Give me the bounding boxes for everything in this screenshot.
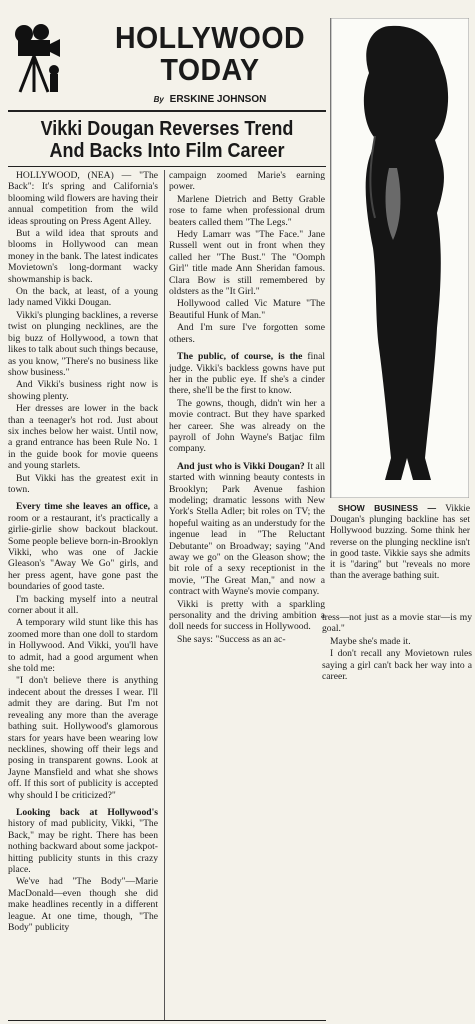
article-paragraph: Looking back at Hollywood's history of mad publicity, Vikki, "The Back," may be right. There has been nothing backward about some jackpot-hitting publicity stunts in this crazy place. xyxy=(8,806,158,875)
woman-in-backless-gown-photo xyxy=(331,18,469,498)
article-paragraph: But Vikki has the greatest exit in town. xyxy=(8,472,158,495)
article-paragraph: The gowns, though, didn't win her a movie contract. But they have sparked her career. She was already on the payroll of John Wayne's Batjac film company. xyxy=(169,397,325,455)
photo xyxy=(330,18,469,498)
article-paragraph: She says: "Success as an ac- xyxy=(177,633,286,645)
article-paragraph: And Vikki's business right now is showing plenty. xyxy=(8,379,158,402)
article-paragraph: "I don't believe there is anything indecent about the dresses I wear. I'll admit they are daring. But I'm not revealing any more than the average bathing suit. Hollywood's glamorous stars for years have been wearing low necklines, showing off their legs and posing in transparent gowns. Look at Jayne Mansfield and what she shows off. If this sort of publicity is accepted why should I be criticized?" xyxy=(8,675,158,801)
byline-by: By xyxy=(153,95,164,104)
bottom-rule xyxy=(8,1020,326,1021)
masthead-title-line2: TODAY xyxy=(160,52,260,87)
article-paragraph: We've had "The Body"—Marie MacDonald—even though she did make headlines recently in a different league. At one time, though, "The Body" publicity xyxy=(8,876,158,933)
article-paragraph: And I'm sure I've forgotten some others. xyxy=(169,322,325,345)
caption-text: Vikkie Dougan's plunging backline has set Hollywood buzzing. Some think her reverse on the plunging neckline isn't in good taste. Vikkie says she admits it is "daring" but "reveals no more than the average bathing suit. xyxy=(330,504,470,582)
caption-lead: SHOW BUSINESS — xyxy=(338,503,437,513)
photo-caption xyxy=(330,503,470,583)
byline xyxy=(100,94,320,105)
article-paragraph: Maybe she's made it. xyxy=(330,635,411,647)
article-paragraph: I don't recall any Movietown rules saying a girl can't back her way into a career. xyxy=(322,648,472,683)
article-paragraph: On the back, at least, of a young lady named Vikki Dougan. xyxy=(8,286,158,309)
article-paragraph: I'm backing myself into a neutral corner about it all. xyxy=(8,593,158,617)
article-paragraph: Hollywood called Vic Mature "The Beautiful Hunk of Man." xyxy=(169,298,325,321)
article-paragraph: HOLLYWOOD, (NEA) — "The Back": It's spring and California's blooming wild flowers are having their annual competition from the wild ideas sprouting on Press Agent Alley. xyxy=(8,170,158,227)
article-paragraph: Marlene Dietrich and Betty Grable rose to fame when professional drum beaters called them "The Legs." xyxy=(169,193,325,228)
article-paragraph: Vikki's plunging backlines, a reverse twist on plunging necklines, are the big buzz of Hollywood, a town that likes to talk about such things because, as you know, "There's no business like show business." xyxy=(8,309,158,378)
article-paragraph: Every time she leaves an office, a room or a restaurant, it's practically a girlie-girlie show backout blackout. Some people believe born-in-Brooklyn Vikki, who was one of Jackie Gleason's "Away We Go" girls, and her press agent, have gone past the boundaries of good taste. xyxy=(8,501,158,593)
article-paragraph: A temporary wild stunt like this has zoomed more than one doll to stardom in Hollywood. And Vikki, you'll have to admit, had a good argument when she told me: xyxy=(8,617,158,675)
article-column-1 xyxy=(8,170,158,1020)
article-paragraph: The public, of course, is the final judge. Vikki's backless gowns have put her in the public eye. If she's a cinder there, she'll be the first to know. xyxy=(169,351,325,397)
column-divider xyxy=(164,170,165,1020)
article-paragraph: Hedy Lamarr was "The Face." Jane Russell went out in front when they called her "The Bust." The "Oomph Girl" title made Ann Sheridan famous. Clara Bow is still remembered by oldsters as the "It Girl." xyxy=(169,229,325,298)
article-paragraph: Vikki is pretty with a sparkling personality and the driving ambition a doll needs for success in Hollywood. xyxy=(169,598,325,633)
masthead-title xyxy=(109,22,311,86)
masthead-rule xyxy=(8,110,326,112)
byline-author: ERSKINE JOHNSON xyxy=(169,94,267,105)
article-paragraph: But a wild idea that sprouts and blooms in Hollywood can mean money in the bank. The latest indicates Movietown's long-dormant wacky showmanship is back. xyxy=(8,228,158,285)
article-paragraph: campaign zoomed Marie's earning power. xyxy=(169,170,325,193)
article-column-3 xyxy=(322,612,472,683)
headline xyxy=(24,118,310,162)
headline-line1: Vikki Dougan Reverses Trend xyxy=(40,118,294,140)
headline-line2: And Backs Into Film Career xyxy=(49,140,285,162)
article-paragraph: Her dresses are lower in the back than a teenager's hot rod. Just about six inches below her waist. Until now, a grand entrance has been Rule No. 1 in the guide book for movie queens and young starlets. xyxy=(8,403,158,472)
headline-rule xyxy=(8,166,326,167)
masthead-title-line1: HOLLYWOOD xyxy=(114,20,306,55)
movie-camera-icon xyxy=(10,22,62,94)
article-paragraph: And just who is Vikki Dougan? It all started with winning beauty contests in Brooklyn; Park Avenue fashion modeling; dramatic lessons with New York's Stella Adler; bit roles on TV; the hopeful waiting as an understudy for the ingenue lead in "The Reluctant Debutante" on Broadway; saying "And away we go" on the Gleason show; the bit role of a sexy receptionist in the movie, "The Great Man," and now a contract with Wayne's movie company. xyxy=(169,460,325,598)
article-paragraph: tress—not just as a movie star—is my goal." xyxy=(322,612,472,635)
article-column-2 xyxy=(169,170,325,730)
